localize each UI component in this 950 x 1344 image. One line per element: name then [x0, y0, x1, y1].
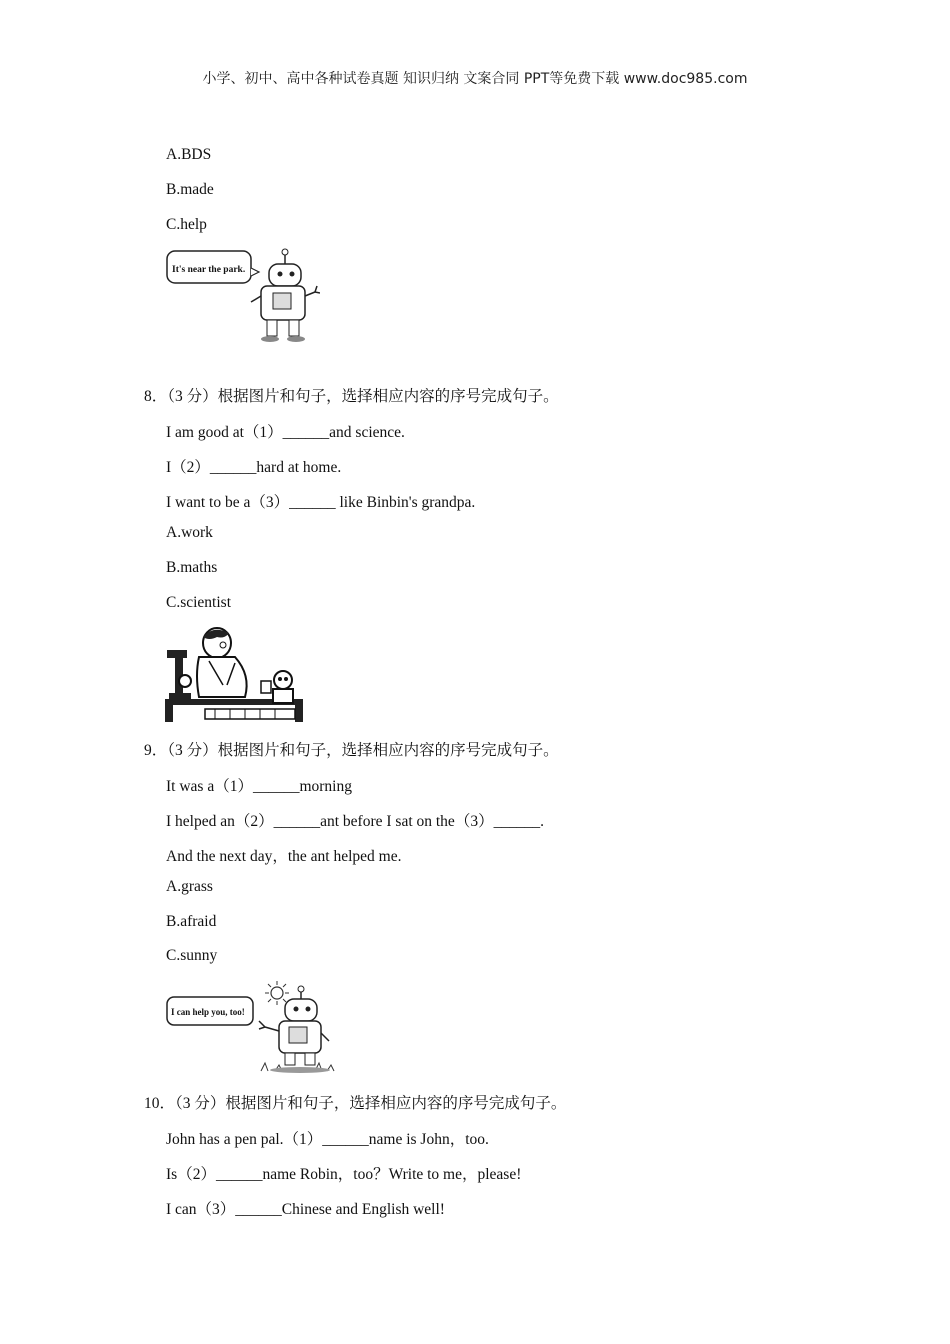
q8-scientist-illustration	[165, 625, 305, 722]
q9-line-2: I helped an（2）______ant before I sat on the（3）______.	[166, 813, 544, 830]
q9-option-c: C.sunny	[166, 947, 218, 964]
q8-line-3: I want to be a（3）______ like Binbin's grandpa.	[166, 494, 476, 511]
q7-option-a: A.BDS	[166, 146, 212, 163]
q7-option-c: C.help	[166, 216, 207, 233]
q8-option-b: B.maths	[166, 559, 218, 576]
q10-line-2: Is（2）______name Robin，too？Write to me，please!	[166, 1166, 522, 1183]
q9-option-b: B.afraid	[166, 913, 217, 930]
q9-robot-illustration	[165, 977, 340, 1075]
q8-option-a: A.work	[166, 524, 213, 541]
q7-bubble-text: It's near the park.	[172, 265, 246, 275]
q10-line-3: I can（3）______Chinese and English well!	[166, 1201, 445, 1218]
page-header: 小学、初中、高中各种试卷真题 知识归纳 文案合同 PPT等免费下载 www.doc985.com	[202, 71, 748, 87]
q10-title: 10．（3 分）根据图片和句子，选择相应内容的序号完成句子。	[144, 1095, 567, 1112]
q10-line-1: John has a pen pal.（1）______name is John，too.	[166, 1131, 489, 1148]
q8-option-c: C.scientist	[166, 594, 232, 611]
q9-line-3: And the next day，the ant helped me.	[166, 848, 402, 865]
q7-robot-illustration	[165, 246, 320, 346]
q8-line-1: I am good at（1）______and science.	[166, 424, 405, 441]
q9-line-1: It was a（1）______morning	[166, 778, 352, 795]
q8-line-2: I（2）______hard at home.	[166, 459, 342, 476]
q9-title: 9．（3 分）根据图片和句子，选择相应内容的序号完成句子。	[144, 742, 559, 759]
q9-bubble-text: I can help you, too!	[171, 1007, 245, 1017]
q7-option-b: B.made	[166, 181, 214, 198]
q9-option-a: A.grass	[166, 878, 213, 895]
q8-title: 8．（3 分）根据图片和句子，选择相应内容的序号完成句子。	[144, 388, 559, 405]
